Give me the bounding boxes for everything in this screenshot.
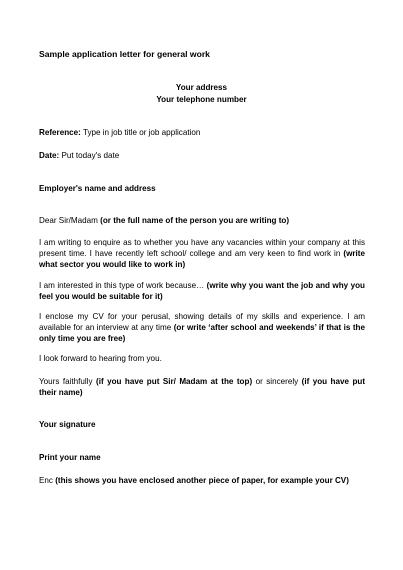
address-line: Your address (175, 83, 228, 92)
print-name-line: Print your name (39, 453, 101, 462)
telephone-line: Your telephone number (156, 95, 247, 104)
paragraph-closing: I look forward to hearing from you. (39, 354, 162, 363)
reference-line (39, 127, 200, 138)
paragraph-enquiry (39, 237, 365, 270)
signoff-note-2: (if you have put their name) (39, 377, 366, 397)
salutation-text: Dear Sir/Madam (39, 216, 98, 225)
paragraph-interest (39, 280, 365, 302)
paragraph-signoff (39, 376, 365, 398)
signature-line: Your signature (39, 420, 96, 429)
paragraph-enquiry-note: (write what sector you would like to work in) (39, 249, 365, 269)
paragraph-enquiry-text: I am writing to enquire as to whether you have any vacancies within your company at this present time. I have recently left school/ college and am very keen to find work in (39, 238, 365, 258)
paragraph-cv-note: (or write ‘after school and weekends’ if that is the only time you are free) (39, 323, 365, 343)
paragraph-interest-text: I am interested in this type of work because… (39, 281, 205, 290)
paragraph-cv (39, 311, 365, 344)
signoff-note-1: (if you have put Sir/ Madam at the top) (96, 377, 253, 386)
employer-heading: Employer's name and address (39, 184, 156, 193)
letter-title: Sample application letter for general work (39, 49, 210, 59)
enclosure-line (39, 475, 349, 486)
signoff-text-1: Yours faithfully (39, 377, 93, 386)
paragraph-interest-note: (write why you want the job and why you feel you would be suitable for it) (39, 281, 365, 301)
enclosure-label: Enc (39, 476, 53, 485)
salutation (39, 215, 289, 226)
paragraph-cv-text: I enclose my CV for your perusal, showing details of my skills and experience. I am available for an interview at any time (39, 312, 365, 332)
date-label: Date: (39, 151, 60, 160)
enclosure-note: (this shows you have enclosed another piece of paper, for example your CV) (55, 476, 349, 485)
reference-value: Type in job title or job application (82, 128, 201, 137)
salutation-note: (or the full name of the person you are writing to) (100, 216, 290, 225)
reference-label: Reference: (39, 128, 81, 137)
signoff-text-2: or sincerely (255, 377, 299, 386)
date-line (39, 150, 119, 161)
date-value: Put today's date (61, 151, 120, 160)
